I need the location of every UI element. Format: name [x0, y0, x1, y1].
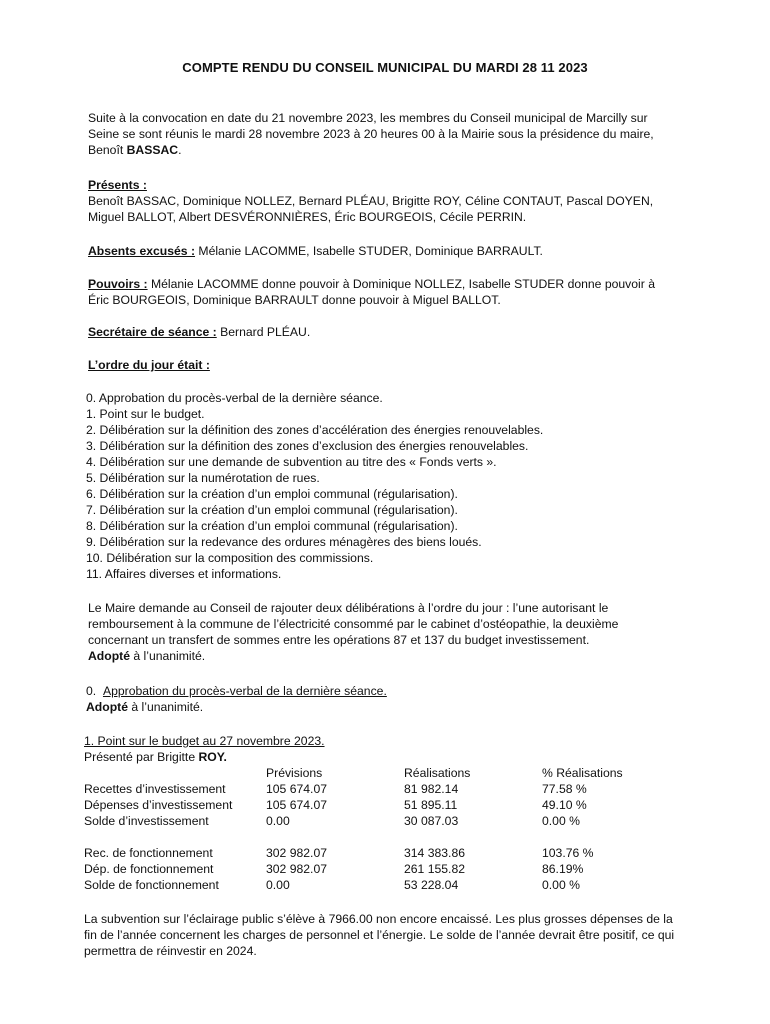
maire-request-adopte: Adopté	[88, 649, 130, 663]
budget-cell: 314 383.86	[404, 846, 465, 860]
budget-cell: 0.00 %	[542, 878, 580, 892]
budget-cell: Dép. de fonctionnement	[84, 862, 214, 876]
section-1-presente: Présenté par Brigitte	[84, 750, 199, 764]
intro-end: .	[178, 143, 182, 157]
budget-cell: Dépenses d’investissement	[84, 798, 233, 812]
budget-cell: 0.00	[266, 814, 290, 828]
budget-cell: 302 982.07	[266, 862, 327, 876]
section-1	[84, 733, 674, 765]
budget-cell: 49.10 %	[542, 798, 587, 812]
budget-cell: 51 895.11	[404, 798, 458, 812]
pouvoirs-label: Pouvoirs :	[88, 277, 148, 291]
budget-header-cell: Prévisions	[266, 766, 323, 780]
intro-paragraph	[88, 110, 678, 158]
presents-list: Benoît BASSAC, Dominique NOLLEZ, Bernard PLÉAU, Brigitte ROY, Céline CONTAUT, Pascal DOYEN, Miguel BALLOT, Albert DESVÉRONNIÈRES, Éric BOURGEOIS, Cécile PERRIN.	[88, 194, 654, 224]
ordre-du-jour-heading	[88, 357, 678, 373]
absents-section	[88, 243, 678, 259]
agenda-item: 4. Délibération sur une demande de subvention au titre des « Fonds verts ».	[86, 455, 497, 469]
agenda-item: 7. Délibération sur la création d’un emploi communal (régularisation).	[86, 503, 458, 517]
budget-spacer-cell	[84, 829, 684, 845]
maire-request-text: Le Maire demande au Conseil de rajouter deux délibérations à l’ordre du jour : l’une autorisant le remboursement à la commune de l’électricité consommé par le cabinet d’ostéopathie, la deuxième concernant un transfert de sommes entre les opérations 87 et 137 du budget investissement.	[88, 601, 619, 647]
budget-row	[84, 861, 684, 877]
maire-request	[88, 600, 678, 664]
budget-header-row	[84, 765, 684, 781]
agenda-item: 1. Point sur le budget.	[86, 407, 205, 421]
intro-text: Suite à la convocation en date du 21 novembre 2023, les membres du Conseil municipal de Marcilly sur Seine se sont réunis le mardi 28 novembre 2023 à 20 heures 00 à la Mairie sous la présidence du maire, Benoît	[88, 111, 654, 157]
agenda-item: 10. Délibération sur la composition des commissions.	[86, 551, 374, 565]
document-title: COMPTE RENDU DU CONSEIL MUNICIPAL DU MARDI 28 11 2023	[182, 60, 588, 75]
budget-cell: 86.19%	[542, 862, 584, 876]
agenda-item: 6. Délibération sur la création d’un emploi communal (régularisation).	[86, 487, 458, 501]
budget-cell: 77.58 %	[542, 782, 587, 796]
budget-header-cell: Réalisations	[404, 766, 471, 780]
budget-cell: 103.76 %	[542, 846, 594, 860]
budget-cell: 81 982.14	[404, 782, 459, 796]
pouvoirs-section	[88, 276, 678, 308]
agenda-item: 5. Délibération sur la numérotation de rues.	[86, 471, 320, 485]
closing-text: La subvention sur l’éclairage public s’élève à 7966.00 non encore encaissé. Les plus grosses dépenses de la fin de l’année concernent les charges de personnel et l’énergie. Le solde de l’année devrait être positif, ce qui permettra de réinvestir en 2024.	[84, 912, 675, 958]
pouvoirs-text: Mélanie LACOMME donne pouvoir à Dominique NOLLEZ, Isabelle STUDER donne pouvoir à Éric BOURGEOIS, Dominique BARRAULT donne pouvoir à Miguel BALLOT.	[88, 277, 655, 307]
budget-header-cell	[84, 765, 266, 781]
budget-cell: 0.00	[266, 878, 290, 892]
budget-row	[84, 781, 684, 797]
budget-table	[84, 765, 684, 893]
absents-label: Absents excusés :	[88, 244, 196, 258]
agenda-item: 9. Délibération sur la redevance des ordures ménagères des biens loués.	[86, 535, 482, 549]
section-0	[86, 683, 676, 715]
budget-cell: 0.00 %	[542, 814, 580, 828]
secretaire-name: Bernard PLÉAU.	[216, 325, 311, 339]
budget-cell: 105 674.07	[266, 798, 327, 812]
section-0-num: 0.	[86, 684, 97, 698]
budget-spacer-row	[84, 829, 684, 845]
agenda-list	[86, 390, 676, 582]
agenda-item: 2. Délibération sur la définition des zones d’accélération des énergies renouvelables.	[86, 423, 544, 437]
secretaire-section	[88, 324, 678, 340]
absents-list: Mélanie LACOMME, Isabelle STUDER, Dominique BARRAULT.	[195, 244, 543, 258]
section-1-presenter: ROY.	[198, 750, 227, 764]
budget-cell: Rec. de fonctionnement	[84, 846, 213, 860]
budget-row	[84, 797, 684, 813]
presents-section	[88, 177, 678, 225]
ordre-label: L’ordre du jour était :	[88, 358, 210, 372]
budget-cell: 105 674.07	[266, 782, 327, 796]
agenda-item: 0. Approbation du procès-verbal de la dernière séance.	[86, 391, 383, 405]
budget-cell: 53 228.04	[404, 878, 459, 892]
agenda-item: 11. Affaires diverses et informations.	[86, 567, 282, 581]
secretaire-label: Secrétaire de séance :	[88, 325, 217, 339]
budget-cell: Solde d’investissement	[84, 814, 209, 828]
maire-request-adopte-rest: à l’unanimité.	[129, 649, 206, 663]
budget-cell: Recettes d’investissement	[84, 782, 226, 796]
closing-paragraph	[84, 911, 680, 959]
budget-row	[84, 845, 684, 861]
agenda-item: 3. Délibération sur la définition des zones d’exclusion des énergies renouvelables.	[86, 439, 529, 453]
budget-cell: Solde de fonctionnement	[84, 878, 219, 892]
budget-cell: 261 155.82	[404, 862, 465, 876]
budget-cell: 30 087.03	[404, 814, 459, 828]
budget-header-cell: % Réalisations	[542, 766, 623, 780]
budget-row	[84, 877, 684, 893]
section-0-heading: Approbation du procès-verbal de la dernière séance.	[102, 684, 387, 698]
agenda-item: 8. Délibération sur la création d’un emploi communal (régularisation).	[86, 519, 458, 533]
budget-cell: 302 982.07	[266, 846, 327, 860]
presents-label: Présents :	[88, 178, 147, 192]
section-1-heading: 1. Point sur le budget au 27 novembre 2023.	[84, 734, 325, 748]
intro-mayor: BASSAC	[126, 143, 179, 157]
budget-row	[84, 813, 684, 829]
section-0-adopte-rest: à l’unanimité.	[127, 700, 204, 714]
section-0-adopte: Adopté	[86, 700, 128, 714]
